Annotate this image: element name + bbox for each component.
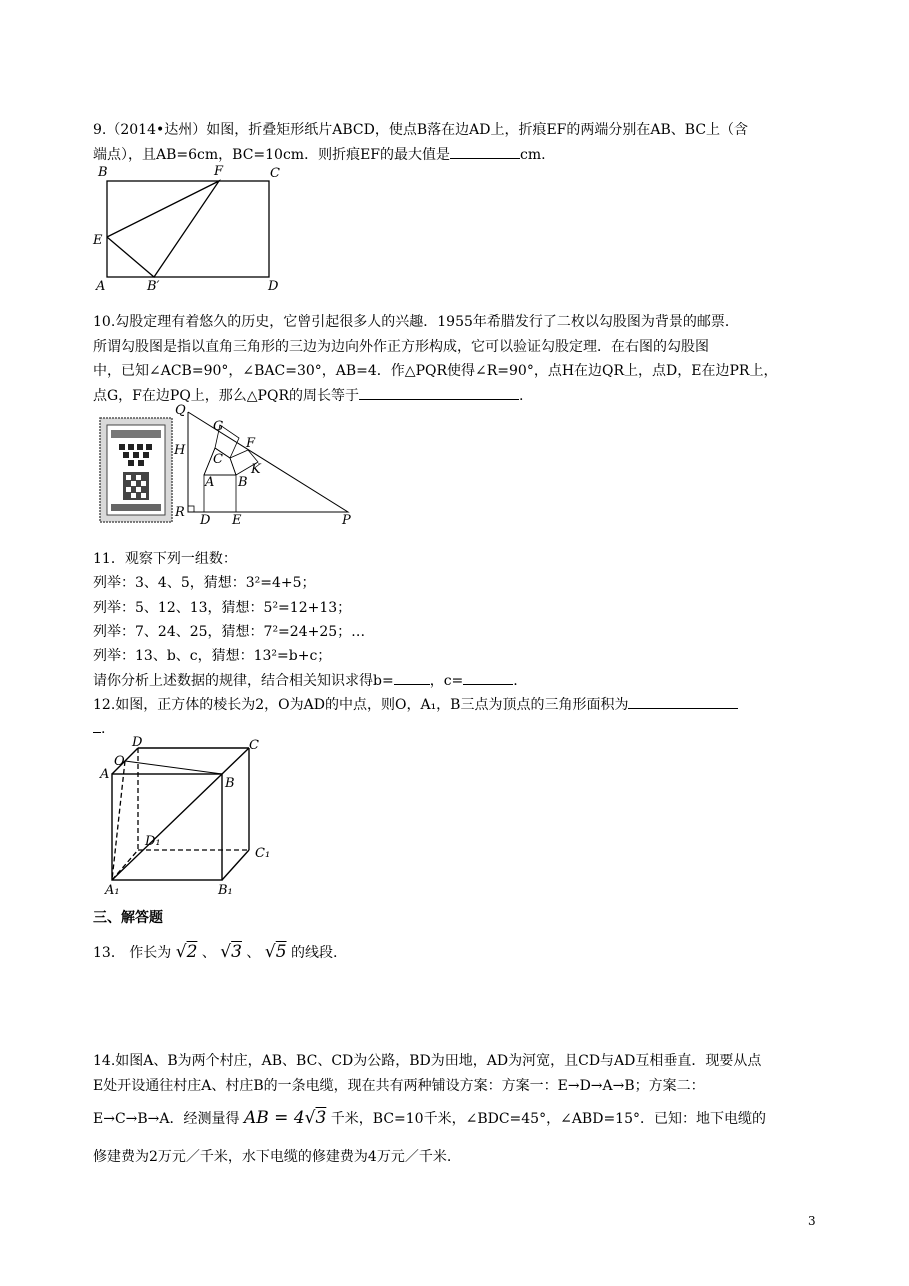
q12-label-D: D bbox=[132, 735, 143, 750]
q11-line3: 列举：5、12、13，猜想：5²=12+13； bbox=[93, 600, 352, 616]
q11-line1: 11．观察下列一组数： bbox=[93, 551, 237, 567]
q11-line4: 列举：7、24、25，猜想：7²=24+25；… bbox=[93, 624, 366, 640]
q10-label-E: E bbox=[232, 513, 242, 528]
q10-label-A: A bbox=[205, 475, 215, 490]
q12-label-D1: D₁ bbox=[145, 834, 161, 849]
q12-label-A: A bbox=[100, 767, 110, 782]
q10-answer-blank[interactable] bbox=[359, 385, 519, 400]
section3-heading: 三、解答题 bbox=[93, 910, 163, 926]
q11-b-blank[interactable] bbox=[394, 670, 430, 685]
q14-line2: E处开设通往村庄A、村庄B的一条电缆，现在共有两种铺设方案：方案一：E→D→A→B；方案二： bbox=[93, 1078, 705, 1094]
q12-label-B1: B₁ bbox=[218, 883, 233, 897]
q14-line3-rest: 千米，BC=10千米，∠BDC=45°，∠ABD=15°．已知：地下电缆的 bbox=[330, 1111, 766, 1127]
q11-end: . bbox=[513, 673, 518, 689]
q12-line1-text: 12.如图，正方体的棱长为2，O为AD的中点，则O，A₁，B三点为顶点的三角形面积为 bbox=[93, 697, 629, 713]
q12-label-A1: A₁ bbox=[105, 883, 120, 897]
q13-radicand-1: 2 bbox=[186, 942, 198, 962]
q10-label-F: F bbox=[246, 436, 256, 451]
q10-label-B: B bbox=[238, 475, 248, 490]
q14-line3 bbox=[93, 1108, 766, 1129]
q9-line2-text: 端点），且AB=6cm，BC=10cm．则折痕EF的最大值是 bbox=[93, 147, 451, 163]
q10-line1: 10.勾股定理有着悠久的历史，它曾引起很多人的兴趣．1955年希腊发行了二枚以勾股图为背景的邮票． bbox=[93, 314, 739, 330]
q11-line6-text: 请你分析上述数据的规律，结合相关知识求得b= bbox=[93, 673, 394, 689]
q9-figure bbox=[90, 162, 290, 297]
q11-c-label: ，c= bbox=[429, 673, 464, 689]
q14-formula: AB = 4√3 bbox=[243, 1108, 327, 1128]
q13-suffix: 的线段. bbox=[291, 945, 338, 961]
q11-line2: 列举：3、4、5，猜想：3²=4+5； bbox=[93, 575, 316, 591]
sqrt-icon: √3 bbox=[220, 942, 242, 962]
q10-line2: 所谓勾股图是指以直角三角形的三边为边向外作正方形构成，它可以验证勾股定理．在右图的勾股图 bbox=[93, 339, 709, 355]
q10-label-R: R bbox=[175, 505, 185, 520]
q9-label-D: D bbox=[268, 279, 279, 294]
q9-label-A: A bbox=[96, 279, 106, 294]
q12-label-O: O bbox=[114, 754, 125, 769]
page-number: 3 bbox=[808, 1214, 816, 1228]
sqrt-icon: √2 bbox=[175, 942, 198, 962]
q13-sep1: 、 bbox=[201, 945, 216, 961]
q14-line1: 14.如图A、B为两个村庄，AB、BC、CD为公路，BD为田地，AD为河宽，且CD与AD互相垂直．现要从点 bbox=[93, 1053, 762, 1069]
q10-line4-text: 点G，F在边PQ上，那么△PQR的周长等于 bbox=[93, 388, 359, 404]
q14-formula-rad: 3 bbox=[315, 1108, 327, 1128]
q13-line bbox=[93, 942, 337, 963]
q10-label-G: G bbox=[213, 419, 224, 434]
q9-line1: 9.（2014•达州）如图，折叠矩形纸片ABCD，使点B落在边AD上，折痕EF的两端分别在AB、BC上（含 bbox=[93, 122, 749, 138]
stamp-image bbox=[100, 418, 172, 522]
q12-label-B: B bbox=[225, 776, 235, 791]
q12-answer-blank[interactable] bbox=[628, 694, 738, 709]
q10-figure bbox=[95, 400, 360, 528]
q14-formula-lhs: AB bbox=[243, 1108, 269, 1128]
q11-line5: 列举：13、b、c，猜想：13²=b+c； bbox=[93, 648, 332, 664]
q9-unit: cm. bbox=[520, 147, 546, 163]
q9-label-C: C bbox=[270, 166, 280, 181]
q9-label-F: F bbox=[214, 164, 224, 179]
q9-label-B: B bbox=[98, 165, 108, 180]
q12-figure bbox=[95, 732, 285, 897]
q12-label-C: C bbox=[249, 738, 259, 753]
q11-c-blank[interactable] bbox=[463, 670, 513, 685]
q14-line3-text: E→C→B→A．经测量得 bbox=[93, 1111, 240, 1127]
q10-label-D: D bbox=[200, 513, 211, 528]
q10-label-P: P bbox=[342, 513, 351, 528]
q13-radicand-2: 3 bbox=[231, 942, 242, 962]
q14-line4: 修建费为2万元／千米，水下电缆的修建费为4万元／千米. bbox=[93, 1149, 452, 1165]
sqrt-icon: √5 bbox=[264, 942, 287, 962]
q10-label-K: K bbox=[251, 462, 261, 477]
q9-label-E: E bbox=[93, 233, 103, 248]
q12-label-C1: C₁ bbox=[255, 846, 271, 861]
q13-sep2: 、 bbox=[246, 945, 261, 961]
q12-end: . bbox=[101, 721, 106, 737]
q9-answer-blank[interactable] bbox=[450, 144, 520, 159]
q10-label-H: H bbox=[174, 443, 186, 458]
q10-label-C: C bbox=[213, 452, 223, 467]
q14-formula-coef: 4 bbox=[293, 1108, 305, 1128]
q13-radicand-3: 5 bbox=[275, 942, 287, 962]
q9-label-B-prime: B′ bbox=[147, 279, 160, 294]
q11-line6 bbox=[93, 670, 518, 691]
q10-line3: 中，已知∠ACB=90°，∠BAC=30°，AB=4．作△PQR使得∠R=90°，点H在边QR上，点D，E在边PR上， bbox=[93, 363, 778, 379]
q12-line1 bbox=[93, 694, 738, 715]
q13-prefix: 13． 作长为 bbox=[93, 945, 172, 961]
q10-end: . bbox=[519, 388, 524, 404]
q10-label-Q: Q bbox=[175, 403, 186, 418]
q12-answer-blank-cont[interactable] bbox=[93, 718, 101, 733]
